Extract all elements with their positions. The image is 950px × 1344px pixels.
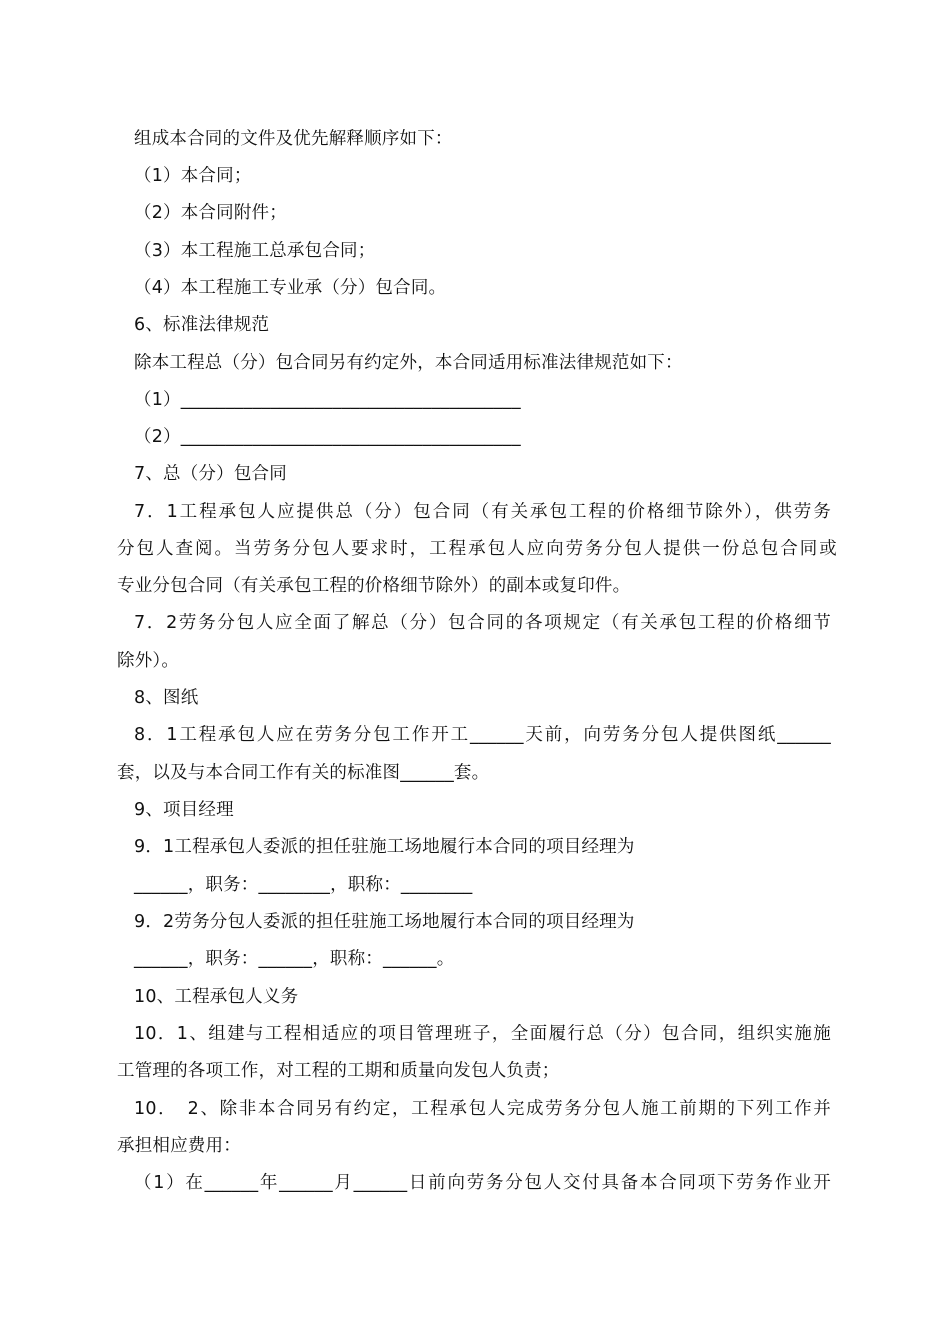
doc-line-8-1-a: 8．1工程承包人应在劳务分包工作开工______天前，向劳务分包人提供图纸______: [134, 725, 831, 745]
doc-line-blank-1: （1）______________________________________: [134, 390, 521, 410]
doc-line-10-2-a: 10． 2、除非本合同另有约定，工程承包人完成劳务分包人施工前期的下列工作并: [134, 1099, 831, 1119]
doc-line-9-1-b: ______，职务：________，职称：________: [134, 875, 473, 895]
doc-line-10-1-a: 10．1、组建与工程相适应的项目管理班子，全面履行总（分）包合同，组织实施施: [134, 1024, 831, 1044]
doc-line-8-1-b: 套，以及与本合同工作有关的标准图______套。: [117, 763, 490, 783]
doc-line-list-item-1: （1）本合同；: [134, 166, 252, 186]
doc-line-standards-intro: 除本工程总（分）包合同另有约定外，本合同适用标准法律规范如下：: [134, 353, 683, 373]
doc-line-list-item-2: （2）本合同附件；: [134, 203, 287, 223]
section-heading-6: 6、标准法律规范: [134, 315, 270, 335]
doc-line-order-intro: 组成本合同的文件及优先解释顺序如下：: [134, 129, 453, 149]
doc-line-9-2-b: ______，职务：______，职称：______。: [134, 949, 455, 969]
doc-line-list-item-3: （3）本工程施工总承包合同；: [134, 241, 376, 261]
doc-line-9-1-a: 9．1工程承包人委派的担任驻施工场地履行本合同的项目经理为: [134, 837, 635, 857]
doc-line-9-2-a: 9．2劳务分包人委派的担任驻施工场地履行本合同的项目经理为: [134, 912, 635, 932]
doc-line-10-2-b: 承担相应费用：: [117, 1136, 241, 1156]
section-heading-9: 9、项目经理: [134, 800, 234, 820]
doc-line-7-2-a: 7．2劳务分包人应全面了解总（分）包合同的各项规定（有关承包工程的价格细节: [134, 613, 831, 633]
doc-line-7-2-b: 除外）。: [117, 651, 180, 671]
doc-line-10-1-b: 工管理的各项工作，对工程的工期和质量向发包人负责；: [117, 1061, 560, 1081]
doc-line-7-1-c: 专业分包合同（有关承包工程的价格细节除外）的副本或复印件。: [117, 576, 631, 596]
doc-line-7-1-a: 7．1工程承包人应提供总（分）包合同（有关承包工程的价格细节除外），供劳务: [134, 502, 831, 522]
doc-line-blank-2: （2）______________________________________: [134, 427, 521, 447]
doc-line-7-1-b: 分包人查阅。当劳务分包人要求时，工程承包人应向劳务分包人提供一份总包合同或: [117, 539, 837, 559]
section-heading-7: 7、总（分）包合同: [134, 464, 287, 484]
doc-line-10-2-item-1: （1）在______年______月______日前向劳务分包人交付具备本合同项下劳务作业开: [134, 1173, 831, 1193]
section-heading-8: 8、图纸: [134, 688, 199, 708]
section-heading-10: 10、工程承包人义务: [134, 987, 299, 1007]
doc-line-list-item-4: （4）本工程施工专业承（分）包合同。: [134, 278, 447, 298]
